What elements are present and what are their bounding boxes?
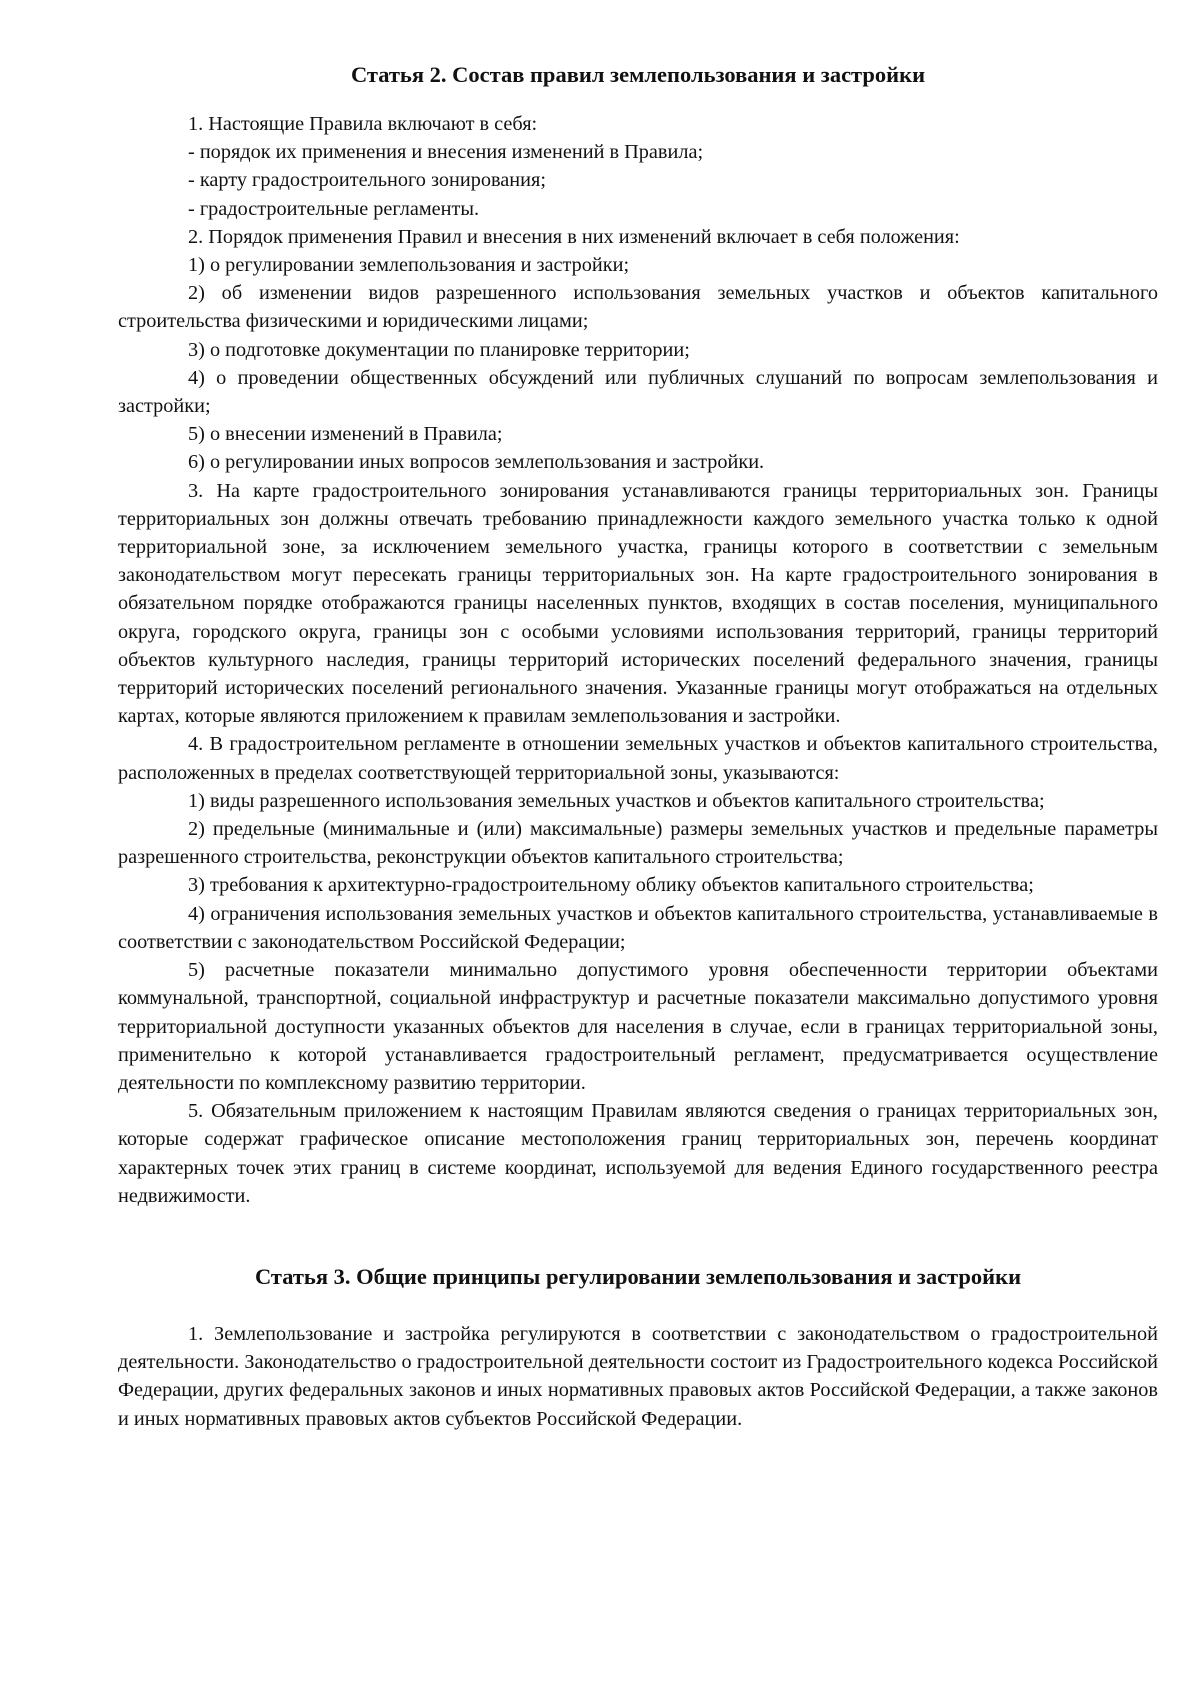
article-3-heading: Статья 3. Общие принципы регулировании землепользования и застройки <box>254 1263 1022 1289</box>
article-2-heading: Статья 2. Состав правил землепользования и застройки <box>350 62 926 87</box>
paragraph: 6) о регулировании иных вопросов землепользования и застройки. <box>188 451 765 474</box>
paragraph: 5) о внесении изменений в Правила; <box>188 423 503 446</box>
paragraph: 5) расчетные показатели минимально допустимого уровня обеспеченности территории объектами коммунальной, транспортной, социальной инфраструктур и расчетные показатели максимально допустимого уровня территориальной доступности указанных объектов для населения в случае, если в границах территориальной зоны, применительно к которой устанавливается градостроительный регламент, предусматривается осуществление деятельности по комплексному развитию территории. <box>118 959 1158 1094</box>
paragraph: - градостроительные регламенты. <box>188 197 480 220</box>
paragraph: 4. В градостроительном регламенте в отношении земельных участков и объектов капитального строительства, расположенных в пределах соответствующей территориальной зоны, указываются: <box>118 733 1158 784</box>
document-body <box>118 60 1158 1433</box>
paragraph: - порядок их применения и внесения изменений в Правила; <box>188 141 704 164</box>
paragraph: 3) о подготовке документации по планировке территории; <box>188 338 690 361</box>
paragraph: 2. Порядок применения Правил и внесения в них изменений включает в себя положения: <box>188 225 960 248</box>
paragraph: 1) о регулировании землепользования и застройки; <box>188 254 630 277</box>
paragraph: 1. Землепользование и застройка регулируются в соответствии с законодательством о градостроительной деятельности. Законодательство о градостроительной деятельности состоит из Градостроительного кодекса Российской Федерации, других федеральных законов и иных нормативных правовых актов Российской Федерации, а также законов и иных нормативных правовых актов субъектов Российской Федерации. <box>118 1322 1158 1430</box>
article-3 <box>118 1262 1158 1433</box>
paragraph: 1) виды разрешенного использования земельных участков и объектов капитального строительства; <box>188 789 1045 812</box>
article-2 <box>118 60 1158 1210</box>
paragraph: 5. Обязательным приложением к настоящим Правилам являются сведения о границах территориальных зон, которые содержат графическое описание местоположения границ территориальных зон, перечень координат характерных точек этих границ в системе координат, используемой для ведения Единого государственного реестра недвижимости. <box>118 1100 1158 1207</box>
paragraph: 1. Настоящие Правила включают в себя: <box>188 113 538 135</box>
paragraph: - карту градостроительного зонирования; <box>188 169 546 192</box>
paragraph: 4) ограничения использования земельных участков и объектов капитального строительства, устанавливаемые в соответствии с законодательством Российской Федерации; <box>118 902 1158 953</box>
paragraph: 4) о проведении общественных обсуждений или публичных слушаний по вопросам землепользования и застройки; <box>118 366 1158 418</box>
paragraph: 3) требования к архитектурно-градостроительному облику объектов капитального строительства; <box>188 874 1034 897</box>
paragraph: 2) предельные (минимальные и (или) максимальные) размеры земельных участков и предельные параметры разрешенного строительства, реконструкции объектов капитального строительства; <box>118 818 1158 869</box>
paragraph: 2) об изменении видов разрешенного использования земельных участков и объектов капитального строительства физическими и юридическими лицами; <box>118 282 1158 333</box>
paragraph: 3. На карте градостроительного зонирования устанавливаются границы территориальных зон. Границы территориальных зон должны отвечать требованию принадлежности каждого земельного участка только к одной территориальной зоне, за исключением земельного участка, границы которого в соответствии с земельным законодательством могут пересекать границы территориальных зон. На карте градостроительного зонирования в обязательном порядке отображаются границы населенных пунктов, входящих в состав поселения, муниципального округа, городского округа, границы зон с особыми условиями использования территорий, границы территорий объектов культурного наследия, границы территорий исторических поселений федерального значения, границы территорий исторических поселений регионального значения. Указанные границы могут отображаться на отдельных картах, которые являются приложением к правилам землепользования и застройки. <box>118 479 1158 728</box>
